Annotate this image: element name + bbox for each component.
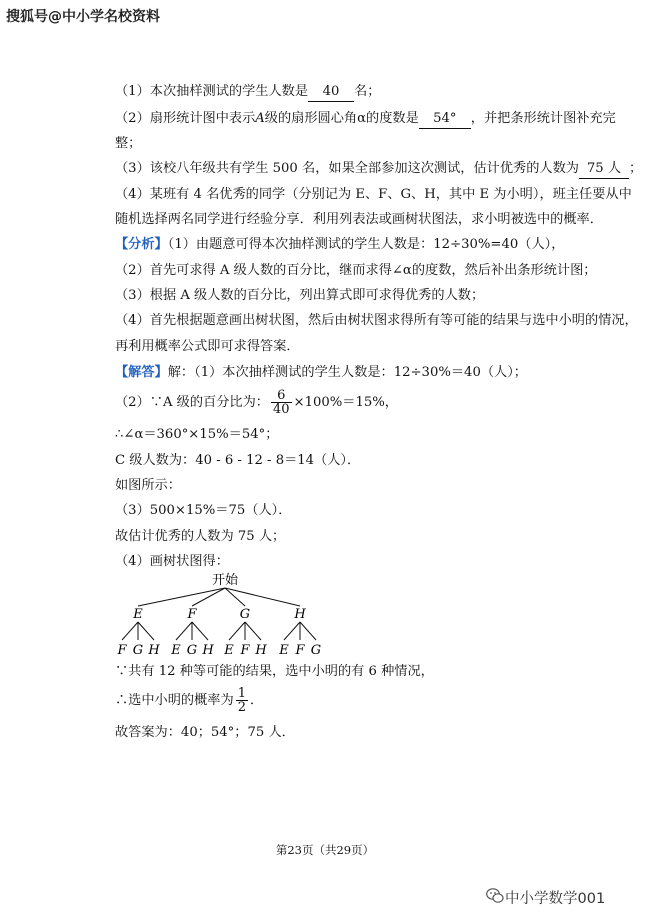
solution-10-suffix: ．: [249, 693, 264, 708]
q3-suffix: ；: [628, 161, 643, 176]
question-2: [115, 110, 616, 129]
analysis-5: 再利用概率公式即可求得答案．: [115, 339, 300, 354]
tree-node-G: G: [239, 607, 251, 622]
tree-edge: [300, 622, 316, 640]
tree-leaf-G-H: H: [255, 643, 267, 658]
q2-suffix: ，并把条形统计图补充完: [470, 111, 616, 126]
tree-leaf-F-G: G: [186, 643, 198, 658]
question-2-cont: 整；: [115, 136, 142, 151]
solution-5: 如图所示：: [115, 478, 181, 493]
fraction-denominator: 2: [237, 700, 246, 715]
brand-label: 中小学数学001: [505, 891, 606, 907]
q3-text: （3）该校八年级共有学生 500 名，如果全部参加这次测试，估计优秀的人数为: [115, 161, 579, 176]
solution-4: C 级人数为：40 - 6 - 12 - 8＝14（人）．: [115, 453, 361, 468]
tree-leaf-H-F: F: [295, 643, 305, 658]
analysis-4: （4）首先根据题意画出树状图，然后由树状图求得所有等可能的结果与选中小明的情况，: [115, 313, 638, 328]
solution-3: ∴∠α＝360°×15%＝54°；: [115, 427, 279, 442]
tree-leaf-E-G: G: [132, 643, 144, 658]
analysis-line: （1）由题意可得本次抽样测试的学生人数是：12÷30%=40（人），: [167, 237, 565, 252]
q2-answer: 54°: [419, 110, 471, 129]
q2-text: （2）扇形统计图中表示: [115, 111, 256, 126]
tree-edge: [138, 622, 154, 640]
tree-leaf-H-E: E: [279, 643, 289, 658]
question-3: [115, 160, 642, 179]
solution-2-text: （2）∵A 级的百分比为：: [115, 395, 269, 410]
solution-2: [115, 388, 398, 418]
analysis-3: （3）根据 A 级人数的百分比，列出算式即可求得优秀的人数；: [115, 288, 485, 303]
tree-root-edges: [138, 588, 300, 606]
tree-leaf-E-F: F: [117, 643, 127, 658]
solution-11: 故答案为：40；54°；75 人．: [115, 725, 295, 740]
fraction-numerator: 1: [237, 686, 246, 701]
tree-edge: [229, 622, 245, 640]
tree-leaf-E-H: H: [148, 643, 160, 658]
q1-suffix: 名；: [354, 84, 381, 99]
question-4: （4）某班有 4 名优秀的同学（分别记为 E、F、G、H，其中 E 为小明），班主任要从中: [115, 187, 632, 202]
tree-node-H: H: [294, 607, 306, 622]
tree-node-E: E: [133, 607, 143, 622]
fraction-denominator: 40: [272, 402, 290, 417]
question-1: [115, 83, 380, 102]
solution-10-text: ∴选中小明的概率为: [115, 693, 234, 708]
tree-leaf-G-F: F: [240, 643, 250, 658]
tree-root: 开始: [211, 573, 239, 588]
solution-tag: 【解答】: [115, 365, 168, 380]
tree-edge: [176, 622, 192, 640]
q3-answer: 75 人: [579, 160, 629, 179]
tree-leaf-H-G: G: [310, 643, 322, 658]
tree-edge: [245, 622, 261, 640]
fraction-6-40: [271, 389, 292, 416]
page-footer: 第23页（共29页）: [275, 843, 375, 857]
tree-edge: [192, 622, 208, 640]
tree-edge: [122, 622, 138, 640]
tree-diagram: [110, 572, 350, 664]
analysis-tag: 【分析】: [115, 237, 168, 252]
question-4-cont: 随机选择两名同学进行经验分享．利用列表法或画树状图法，求小明被选中的概率．: [115, 212, 603, 227]
tree-leaf-F-H: H: [202, 643, 214, 658]
analysis-2: （2）首先可求得 A 级人数的百分比，继而求得∠α的度数，然后补出条形统计图；: [115, 263, 597, 278]
q2-var: A: [255, 111, 265, 126]
tree-node-F: F: [187, 607, 197, 622]
solution-8: （4）画树状图得：: [115, 554, 229, 569]
wechat-icon: [486, 887, 504, 904]
tree-leaf-F-E: E: [171, 643, 181, 658]
q1-text: （1）本次抽样测试的学生人数是: [115, 84, 309, 99]
tree-edge: [284, 622, 300, 640]
solution-9: ∵共有 12 种等可能的结果，选中小明的有 6 种情况，: [115, 664, 434, 679]
solution-6: （3）500×15%＝75（人）．: [115, 503, 292, 518]
tree-leaf-G-E: E: [224, 643, 234, 658]
solution-1: [115, 364, 527, 382]
watermark: 搜狐号@中小学名校资料: [6, 9, 160, 25]
solution-7: 故估计优秀的人数为 75 人；: [115, 529, 286, 544]
q1-answer: 40: [308, 83, 354, 102]
fraction-1-2: [236, 687, 248, 714]
solution-line: 解：（1）本次抽样测试的学生人数是：12÷30%＝40（人）；: [167, 365, 527, 380]
q2-mid: 级的扇形圆心角α的度数是: [264, 111, 419, 126]
solution-2-suffix: ×100%＝15%，: [293, 395, 398, 410]
fraction-numerator: 6: [271, 389, 292, 403]
analysis-1: [115, 236, 564, 254]
solution-10: [115, 686, 263, 716]
